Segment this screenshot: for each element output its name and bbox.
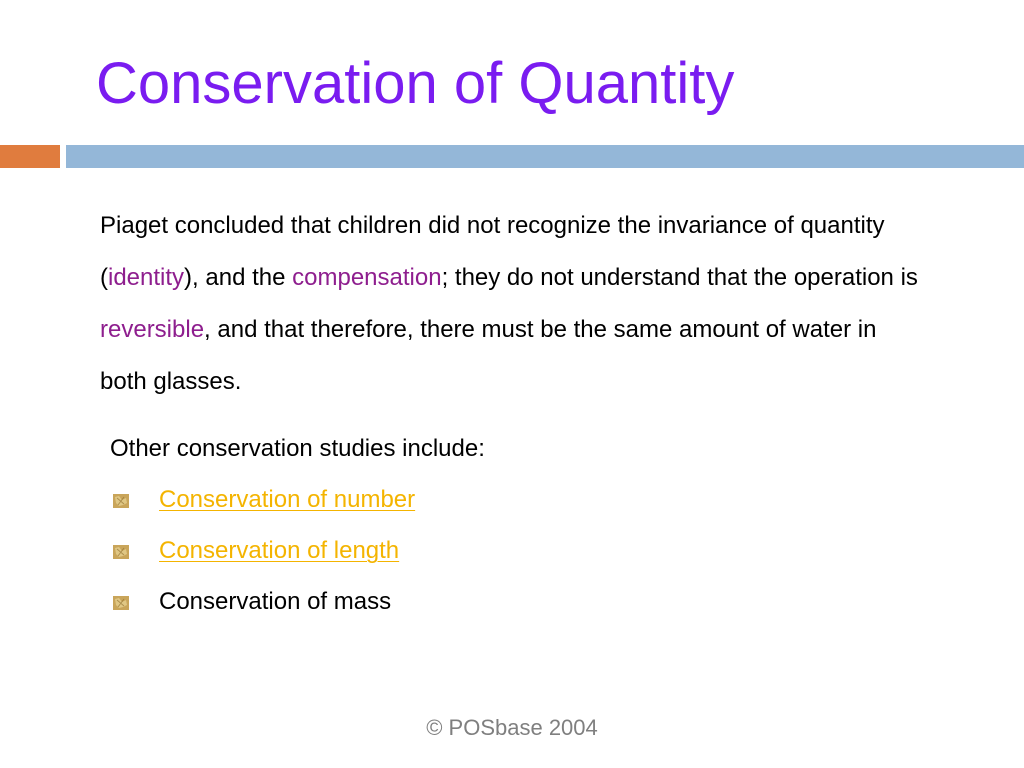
list-item-label[interactable]: Conservation of number	[159, 486, 416, 513]
textured-square-bullet-icon	[113, 494, 129, 508]
accent-bar-blue	[66, 145, 1024, 168]
accent-bar-orange	[0, 145, 60, 168]
textured-square-bullet-icon	[113, 545, 129, 559]
term-compensation: compensation	[292, 264, 442, 291]
term-identity: identity	[108, 264, 185, 291]
intro-paragraph	[100, 200, 920, 408]
term-reversible: reversible	[100, 316, 205, 343]
textured-square-bullet-icon	[113, 596, 129, 610]
intro-text-2: ), and the	[184, 264, 293, 291]
intro-text-1: Piaget concluded that children did not recognize the invariance of quantity (	[100, 212, 885, 291]
list-item-label[interactable]: Conservation of length	[159, 537, 400, 564]
intro-text-4: , and that therefore, there must be the same amount of water in both glasses.	[100, 316, 877, 395]
list-item-label: Conservation of mass	[159, 588, 392, 615]
slide-title: Conservation of Quantity	[96, 51, 735, 116]
studies-heading: Other conservation studies include:	[110, 435, 485, 462]
footer-copyright: © POSbase 2004	[426, 715, 598, 740]
intro-text-3: ; they do not understand that the operation is	[441, 264, 918, 291]
